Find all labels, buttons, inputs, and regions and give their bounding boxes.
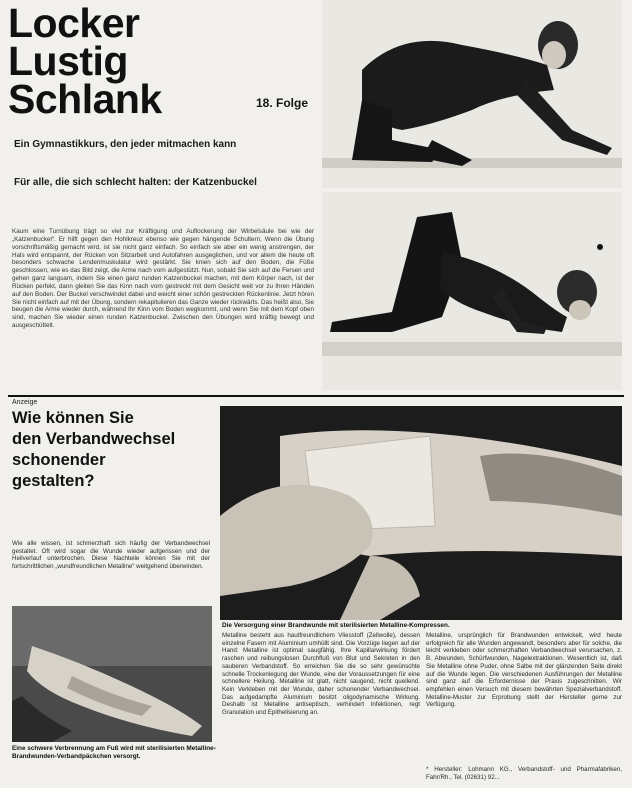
ad-label: Anzeige bbox=[12, 399, 38, 406]
section-divider bbox=[8, 395, 624, 397]
ad-headline-line-4: gestalten? bbox=[12, 472, 95, 490]
ad-headline-line-2: den Verbandwechsel bbox=[12, 430, 176, 448]
burned-foot-photo bbox=[12, 606, 212, 742]
ad-headline-line-3: schonender bbox=[12, 451, 106, 469]
article-body: Kaum eine Turnübung trägt so viel zur Kräftigung und Auflockerung der Wirbelsäule bei wie der „Katzenbuckel“. Er hilft gegen den Hohlkreuz ebenso wie gegen hängende Schultern. Wenn die Übung vorschriftsmäßig gemacht wird, ist sie nicht ganz einfach. So einfach sie aber ein wenig anstrengen, der Hals wird entspannt, der Rücken von Sitzarbeit und Autofahren ausgeglichen, und vor allem die heute oft besonders schwache Lendenmuskulatur wird gestärkt. Sie knien sich auf den Boden, die Füße geschlossen, wie es das Bild zeigt, die Arme nach vorn aufgestützt. Nun, sobald Sie sich auf die Fersen und gehen ganz langsam, indem Sie einen ganz runden Katzenbuckel machen, mit dem Körper nach, ist der Rücken perfekt, dann gleiten Sie das Kinn nach vorn gestreckt mit dem Gesicht weit vor zu Ihren Händen auf den Boden. Der Buckel verschwindet dabei und weicht einer schön gestreckten Rückenlinie. Jetzt hören Sie nicht einfach auf mit der Übung, sondern rekapitulieren das Ganze wieder rückwärts. Das heißt also, Sie beugen die Arme wieder durch, während Ihr Kinn vom Boden wegkommt, und wenn Sie mit dem Kopf oben sind, machen Sie wieder einen runden Katzenbuckel. Zwischen den Übungen wird kräftig bewegt und ausgeschüttelt. bbox=[12, 228, 314, 330]
ad-column-2: Metalline, ursprünglich für Brandwunden entwickelt, wird heute erfolgreich für alle Wunden angewandt, besonders aber für solche, die leicht verkleben oder schmerzhaften Verbandwechsel verursachen, z. B. Abwunden, Schürfwunden, Nagelextraktionen. Wesentlich ist, daß Sie Metalline ohne Puder, ohne Salbe mit der glänzenden Seite direkt auf die Wunde legen. Die verschiedenen Ausführungen der Metalline sind ganz auf die Erfordernisse der Praxis zugeschnitten. Wir empfehlen einen Versuch mit diesem bewährten Spezialverbandstoff. Metalline-Muster zur Erprobung stellt der Hersteller gerne zur Verfügung. bbox=[426, 632, 622, 709]
ad-headline-line-1: Wie können Sie bbox=[12, 409, 134, 427]
title-line-3: Schlank bbox=[8, 76, 162, 122]
subtitle: Ein Gymnastikkurs, den jeder mitmachen kann bbox=[14, 139, 237, 150]
series-number: 18. Folge bbox=[256, 96, 309, 110]
title-line-2: Lustig bbox=[8, 38, 128, 84]
bandage-photo-caption: Die Versorgung einer Brandwunde mit sterilisierten Metalline-Kompressen. bbox=[222, 622, 450, 629]
hand-with-compress-image bbox=[220, 406, 622, 620]
exercise-photo-kneeling bbox=[322, 0, 622, 188]
kneeling-woman-figure bbox=[322, 0, 622, 188]
topic-heading: Für alle, die sich schlecht halten: der Katzenbuckel bbox=[14, 177, 257, 188]
foot-photo-caption: Eine schwere Verbrennung am Fuß wird mit sterilisierten Metalline-Brandwunden-Verbandpäckchen versorgt. bbox=[12, 745, 216, 760]
ad-intro-text: Wie alle wissen, ist schmerzhaft sich häufig der Verbandwechsel gestaltet. Oft wird sogar die Wunde wieder aufgerissen und der Heilverlauf unterbrochen. Diese Nachteile können Sie mit der fortschrittlichen „wundfreundlichen Metalline“ weitgehend überwinden. bbox=[12, 540, 210, 571]
stretching-woman-figure bbox=[322, 192, 622, 390]
ad-footer-manufacturer: * Hersteller: Lohmann KG., Verbandstoff- und Pharmafabriken, Fahr/Rh., Tel. (02631) 92... bbox=[426, 766, 622, 781]
ad-column-1: Metalline besteht aus hautfreundlichem Vliesstoff (Zellwolle), dessen einzelne Fasern mit Aluminium umhüllt sind. Die Vorzüge liegen auf der Hand: Metalline ist optimal saugfähig. Ihre Kapillarwirkung fördert raschen und reibungslosen Durchfluß von Blut und Sekreten in den sauberen Verbandstoff. So erreichen Sie die so sehr gewünschte schnelle Trockenlegung der Wunde, eine der Voraussetzungen für eine schnellere Heilung. Metalline ist glatt, nicht saugend, nicht quellend. Kein Verkleben mit der Wunde, daher schonender Verbandwechsel. Das aufgedampfte Aluminium besitzt oligodynamische Wirkung. Deshalb ist Metalline antiseptisch, verhindert Infektionen, regt Granulation und Epithelisierung an. bbox=[222, 632, 420, 717]
title-line-1: Locker bbox=[8, 0, 140, 46]
foot-bandage-image bbox=[12, 606, 212, 742]
exercise-photo-stretch bbox=[322, 192, 622, 390]
bandage-hand-photo bbox=[220, 406, 622, 620]
